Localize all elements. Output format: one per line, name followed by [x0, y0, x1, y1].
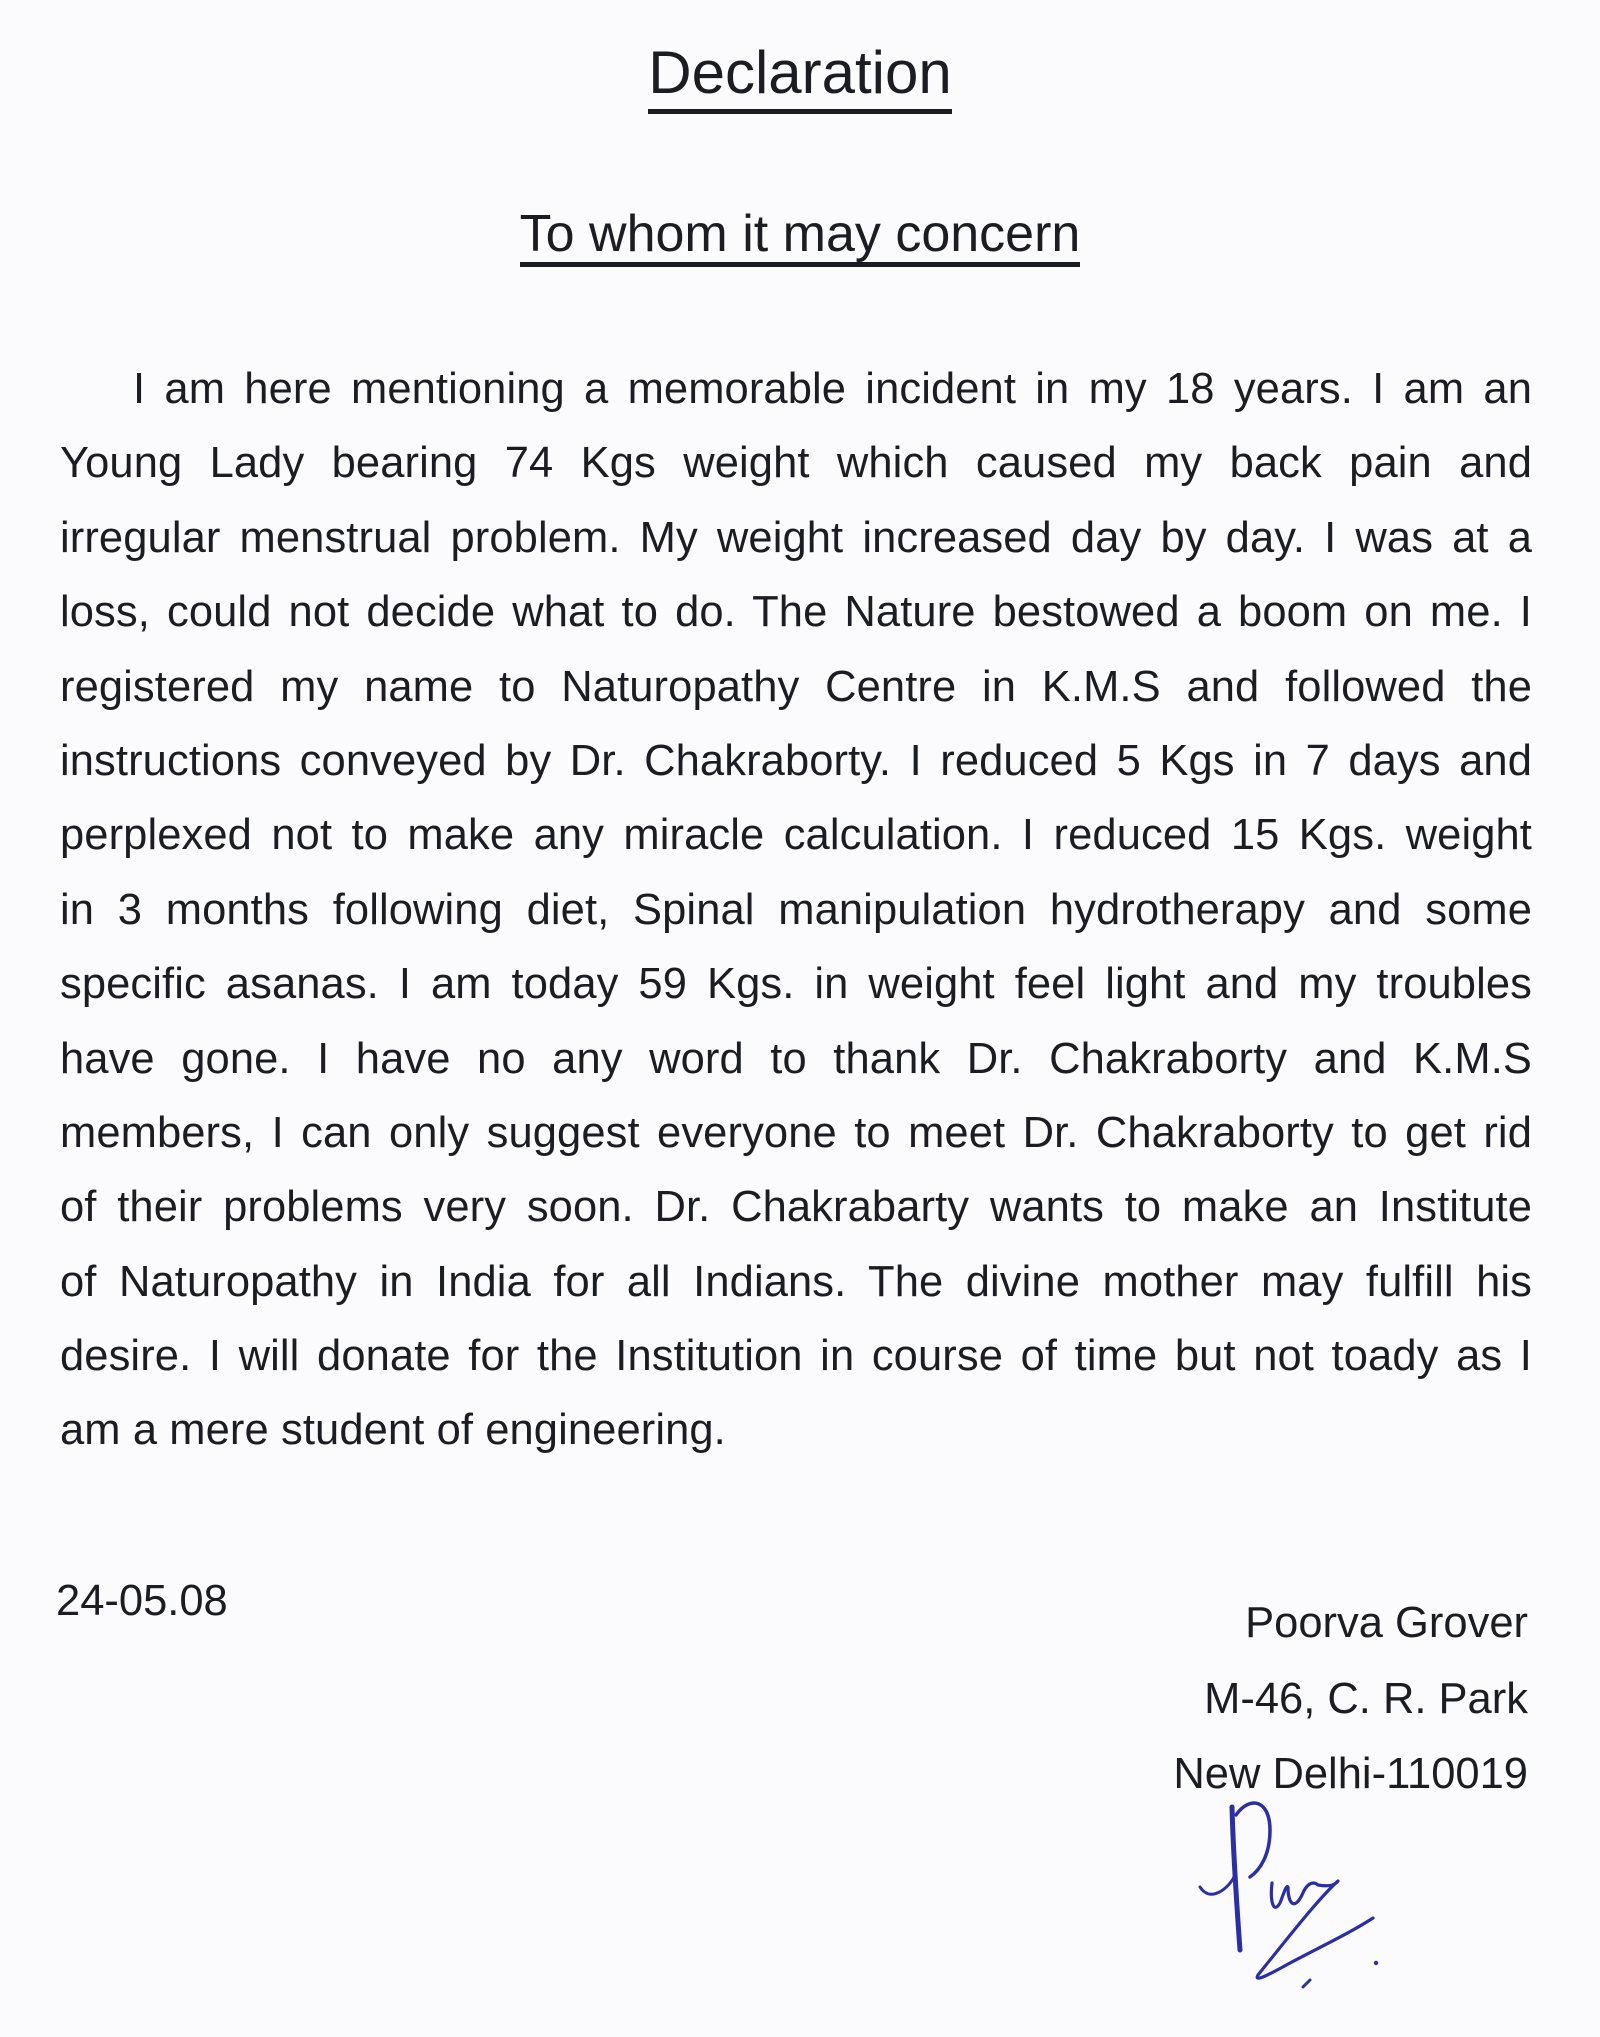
body-line: loss, could not decide what to do. The Nature bestowed a boom on me. I	[60, 588, 1532, 637]
body-line: members, I can only suggest everyone to meet Dr. Chakraborty to get rid	[60, 1108, 1532, 1157]
body-line: irregular menstrual problem. My weight increased day by day. I was at a	[60, 513, 1532, 562]
body-line: desire. I will donate for the Institution in course of time but not toady as I	[60, 1332, 1532, 1381]
body-line: have gone. I have no any word to thank Dr. Chakraborty and K.M.S	[60, 1034, 1532, 1083]
document-subtitle-text: To whom it may concern	[520, 208, 1081, 267]
body-line: in 3 months following diet, Spinal manipulation hydrotherapy and some	[60, 885, 1532, 934]
document-subtitle	[0, 204, 1600, 267]
body-line: I am here mentioning a memorable incident in my 18 years. I am an	[133, 365, 1532, 413]
document-title	[0, 38, 1600, 114]
signatory-block	[1173, 1586, 1528, 1813]
body-line: Young Lady bearing 74 Kgs weight which caused my back pain and	[60, 439, 1532, 488]
body-line: perplexed not to make any miracle calculation. I reduced 15 Kgs. weight	[60, 811, 1532, 860]
signature-icon	[1170, 1785, 1400, 2015]
declaration-date: 24-05.08	[56, 1577, 228, 1625]
body-line: registered my name to Naturopathy Centre in K.M.S and followed the	[60, 662, 1532, 711]
body-line: specific asanas. I am today 59 Kgs. in weight feel light and my troubles	[60, 960, 1532, 1009]
document-title-text: Declaration	[648, 43, 952, 114]
declaration-body	[60, 352, 1532, 1468]
signatory-address-line1: M-46, C. R. Park	[1204, 1674, 1528, 1723]
body-line: of their problems very soon. Dr. Chakrabarty wants to make an Institute	[60, 1183, 1532, 1232]
body-line: of Naturopathy in India for all Indians. The divine mother may fulfill his	[60, 1257, 1532, 1306]
signatory-name: Poorva Grover	[1245, 1599, 1528, 1647]
body-line: am a mere student of engineering.	[60, 1406, 726, 1455]
signatory-address-line2: New Delhi-110019	[1173, 1750, 1528, 1798]
body-line: instructions conveyed by Dr. Chakraborty. I reduced 5 Kgs in 7 days and	[60, 736, 1532, 785]
